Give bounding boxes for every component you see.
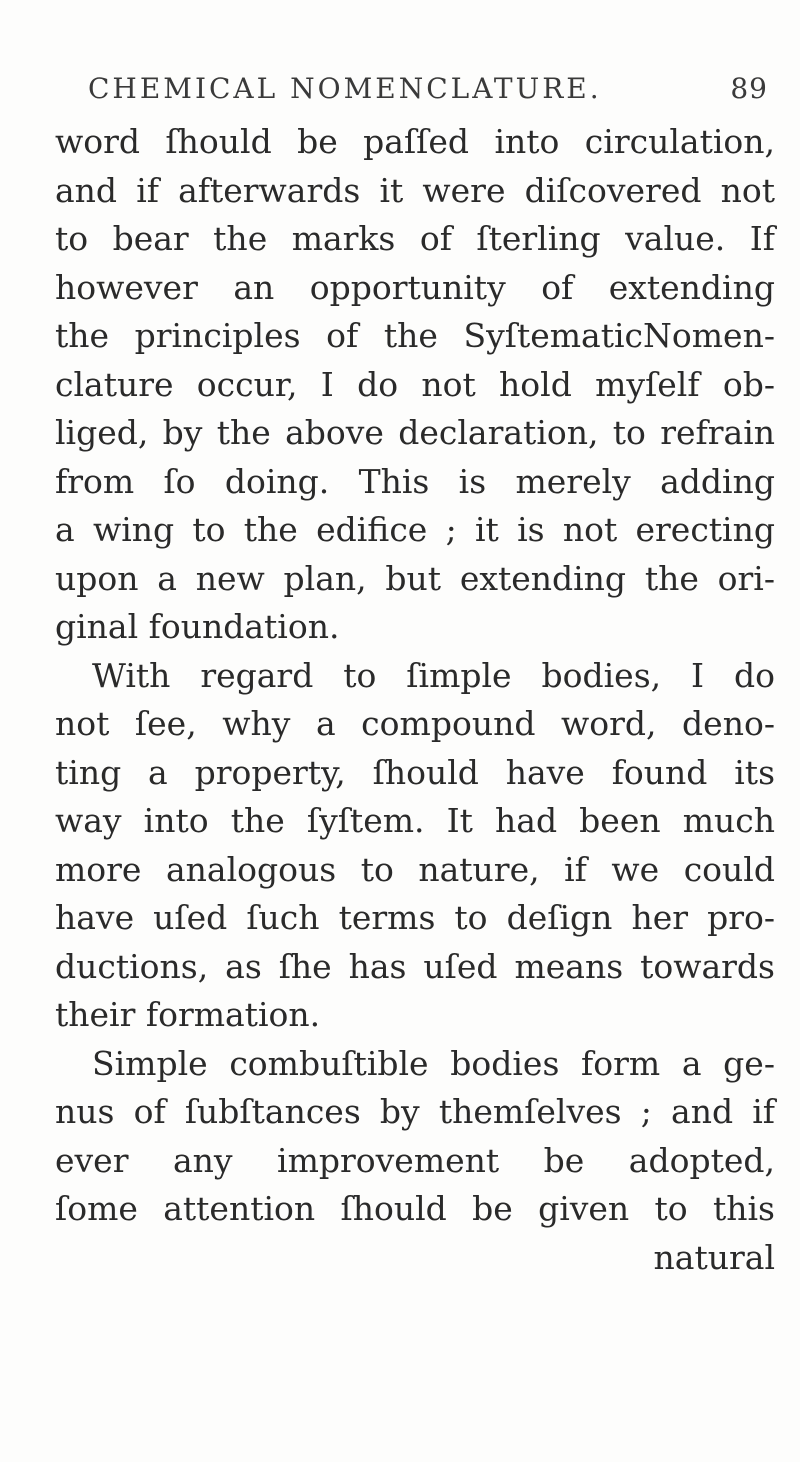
text-line: ginal foundation. (55, 607, 340, 646)
text-line: from ſo doing. This is merely adding (55, 461, 775, 501)
text-line: a wing to the edifice ; it is not erecting (55, 510, 775, 549)
page-number: 89 (730, 72, 768, 105)
text-line: ting a property, ſhould have found its (55, 752, 775, 792)
text-line: ever any improvement be adopted, (55, 1140, 775, 1180)
text-line: the principles of the SyſtematicNomen- (55, 316, 775, 355)
text-line: Simple combuſtible bodies form a ge- (92, 1043, 775, 1083)
text-line: liged, by the above declaration, to refrain (55, 413, 775, 452)
text-line: ductions, as ſhe has uſed means towards (55, 946, 775, 986)
text-line: have uſed ſuch terms to deſign her pro- (55, 898, 775, 937)
text-line: With regard to ſimple bodies, I do (92, 655, 775, 695)
text-line: clature occur, I do not hold myſelf ob- (55, 364, 775, 404)
running-head-title: CHEMICAL NOMENCLATURE. (88, 72, 602, 105)
text-line: to bear the marks of ſterling value. If (55, 219, 775, 258)
text-line: more analogous to nature, if we could (55, 849, 775, 889)
text-line: word ſhould be paſſed into circulation, (55, 122, 775, 161)
text-line: however an opportunity of extending (55, 267, 775, 307)
text-line: ſome attention ſhould be given to this (55, 1189, 775, 1228)
text-line: not ſee, why a compound word, deno- (55, 704, 775, 743)
text-line: their formation. (55, 995, 321, 1034)
running-head (88, 72, 768, 105)
text-line: way into the ſyſtem. It had been much (55, 801, 775, 840)
text-line: and if afterwards it were diſcovered not (55, 170, 775, 210)
catchword: natural (653, 1237, 775, 1277)
body-text (55, 118, 775, 1282)
text-line: upon a new plan, but extending the ori- (55, 558, 775, 598)
text-line: nus of ſubſtances by themſelves ; and if (55, 1092, 775, 1131)
